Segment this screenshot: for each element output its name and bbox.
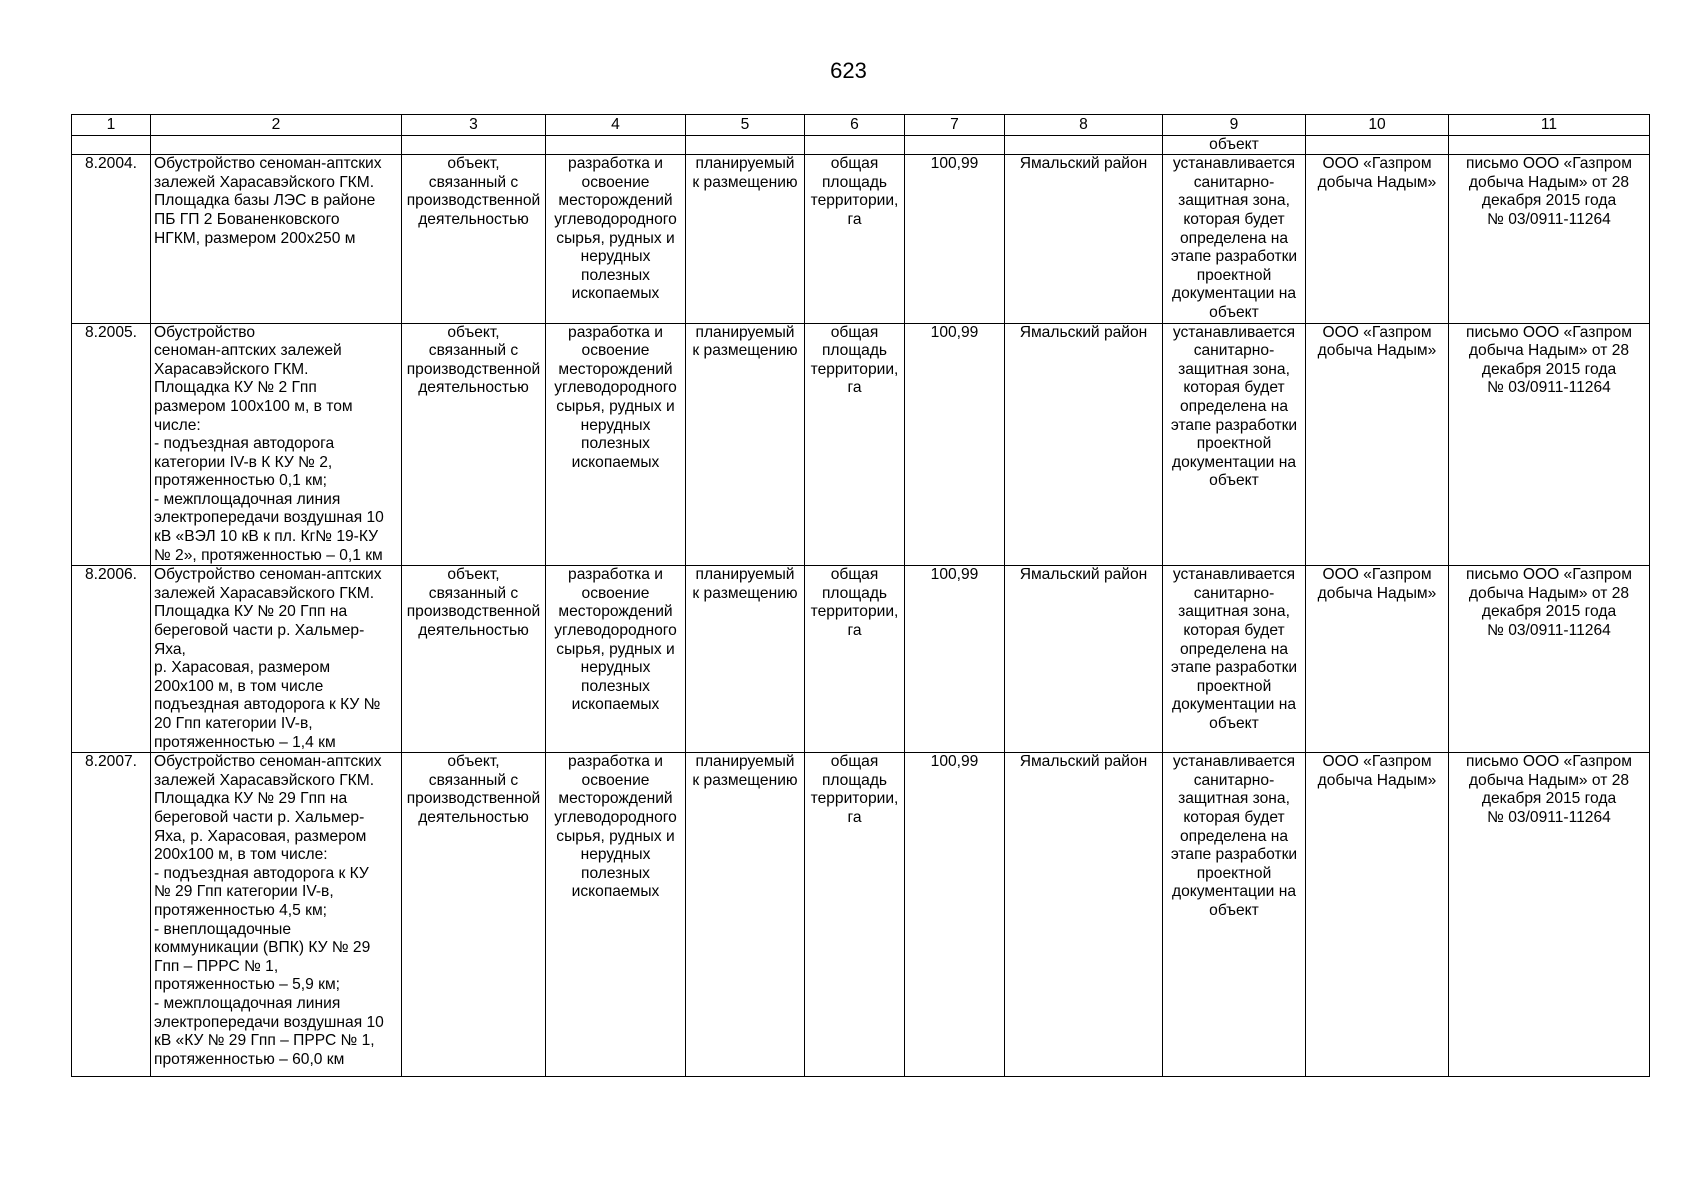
cell-line: объект (1209, 901, 1259, 919)
organization-cell (1306, 753, 1449, 1077)
cell-line: связанный с (428, 771, 519, 789)
cell-line: защитная зона, (1178, 790, 1290, 808)
cell-line: коммуникации (ВПК) КУ № 29 (154, 939, 371, 957)
cell-line: нерудных (580, 659, 651, 677)
column-header: 9 (1163, 115, 1306, 136)
object-type-cell (402, 753, 546, 1077)
cell-line: объект (1209, 472, 1259, 490)
column-header: 2 (151, 115, 402, 136)
purpose-cell (546, 753, 686, 1077)
cell-line: декабря 2015 года (1481, 360, 1617, 378)
cell-line: документации на (1171, 696, 1296, 714)
cell-line: объект, (447, 753, 500, 771)
cell-line: планируемый (695, 753, 795, 771)
cell-line: защитная зона, (1178, 192, 1290, 210)
cell-line: которая будет (1183, 622, 1285, 640)
cell-line: документации на (1171, 453, 1296, 471)
cell-line: га (847, 210, 862, 228)
cell-line: нерудных (580, 416, 651, 434)
cell-line: определена на (1179, 640, 1289, 658)
cell-line: объект (1209, 715, 1259, 732)
cell-line: Гпп – ПРРС № 1, (154, 957, 279, 975)
cell-line: углеводородного (554, 379, 677, 397)
source-cell (1449, 566, 1650, 753)
cell-line: числе: (154, 416, 201, 434)
cell-line: сырья, рудных и (556, 229, 675, 247)
cell-line: НГКМ, размером 200х250 м (154, 229, 356, 247)
table-cell (1005, 135, 1163, 155)
cell-line: га (847, 379, 862, 397)
cell-line: полезных (581, 677, 650, 695)
cell-line: территории, (810, 360, 899, 378)
cell-line: Ямальский район (1019, 753, 1148, 771)
cell-line: углеводородного (554, 622, 677, 640)
cell-line: санитарно- (1193, 173, 1275, 191)
cell-line: Ямальский район (1019, 566, 1148, 584)
cell-line: разработка и (568, 566, 663, 584)
cell-line: Обустройство сеноман-аптских (154, 753, 382, 771)
cell-line: ископаемых (571, 696, 660, 714)
cell-line: месторождений (558, 192, 673, 210)
parameter-cell (805, 753, 905, 1077)
cell-line: кВ «ВЭЛ 10 кВ к пл. Кг№ 19-КУ (154, 528, 379, 546)
cell-line: полезных (581, 266, 650, 284)
cell-line: добыча Надым» (1317, 342, 1437, 360)
object-type-cell (402, 155, 546, 323)
cell-line: письмо ООО «Газпром (1466, 566, 1632, 584)
row-number-cell: 8.2005. (72, 323, 151, 566)
cell-line: территории, (810, 790, 899, 808)
cell-line: которая будет (1183, 379, 1285, 397)
cell-line: 100,99 (930, 566, 979, 584)
row-number-cell: 8.2006. (72, 566, 151, 753)
cell-line: общая (830, 323, 879, 341)
table-row (72, 323, 1650, 566)
cell-line: Площадка КУ № 2 Гпп (154, 379, 317, 397)
column-header: 3 (402, 115, 546, 136)
cell-line: месторождений (558, 603, 673, 621)
cell-line: определена на (1179, 827, 1289, 845)
column-header: 4 (546, 115, 686, 136)
cell-line: - межплощадочная линия (154, 994, 341, 1012)
page-number: 623 (830, 58, 867, 83)
source-cell (1449, 753, 1650, 1077)
cell-line: добыча Надым» (1317, 771, 1437, 789)
cell-line: протяженностью 4,5 км; (154, 901, 328, 919)
cell-line: полезных (581, 864, 650, 882)
cell-line: Площадка КУ № 20 Гпп на (154, 603, 348, 621)
zone-cell (1163, 566, 1306, 753)
register-table (71, 114, 1650, 1077)
cell-line: Площадка КУ № 29 Гпп на (154, 790, 348, 808)
cell-line: углеводородного (554, 210, 677, 228)
purpose-cell (546, 155, 686, 323)
table-body (72, 155, 1650, 1077)
location-cell (1005, 566, 1163, 753)
cell-line: этапе разработки (1170, 248, 1298, 266)
cell-line: разработка и (568, 753, 663, 771)
cell-line: р. Харасовая, размером (154, 659, 331, 677)
cell-line: разработка и (568, 155, 663, 173)
cell-line: проектной (1196, 677, 1272, 695)
cell-line: санитарно- (1193, 342, 1275, 360)
cell-line: добыча Надым» от 28 (1468, 342, 1630, 360)
cell-line: документации на (1171, 883, 1296, 901)
cell-line: № 03/0911-11264 (1487, 808, 1611, 826)
cell-line: ископаемых (571, 285, 660, 303)
table-cell (1449, 135, 1650, 155)
cell-line: защитная зона, (1178, 360, 1290, 378)
cell-line: месторождений (558, 790, 673, 808)
cell-line: протяженностью 0,1 км; (154, 472, 328, 490)
organization-cell (1306, 155, 1449, 323)
object-name-cell (151, 753, 402, 1077)
table-row (72, 753, 1650, 1077)
object-type-cell (402, 566, 546, 753)
cell-line: Обустройство (154, 323, 256, 341)
organization-cell (1306, 566, 1449, 753)
cell-line: сеноман-аптских залежей (154, 342, 342, 360)
status-cell (686, 155, 805, 323)
cell-line: площадь (821, 342, 888, 360)
table-cell (151, 135, 402, 155)
table-cell (1306, 135, 1449, 155)
cell-line: этапе разработки (1170, 659, 1298, 677)
cell-line: 200х100 м, в том числе: (154, 846, 328, 864)
table-row (72, 566, 1650, 753)
cell-line: этапе разработки (1170, 846, 1298, 864)
source-cell (1449, 323, 1650, 566)
column-header: 10 (1306, 115, 1449, 136)
cell-line: протяженностью – 60,0 км (154, 1050, 345, 1068)
cell-line: объект (1209, 303, 1259, 321)
zone-cell (1163, 753, 1306, 1077)
source-cell (1449, 155, 1650, 323)
cell-line: - межплощадочная линия (154, 490, 341, 508)
cell-line: береговой части р. Хальмер- (154, 808, 365, 826)
cell-line: к размещению (692, 342, 798, 360)
cell-line: производственной (406, 790, 541, 808)
cell-line: защитная зона, (1178, 603, 1290, 621)
cell-line: освоение (581, 771, 650, 789)
cell-line: сырья, рудных и (556, 640, 675, 658)
cell-line: которая будет (1183, 808, 1285, 826)
value-cell (905, 155, 1005, 323)
cell-line: Яха, (154, 640, 186, 658)
cell-line: декабря 2015 года (1481, 790, 1617, 808)
cell-line: Обустройство сеноман-аптских (154, 566, 382, 584)
zone-cell (1163, 155, 1306, 323)
cell-line: общая (830, 155, 879, 173)
location-cell (1005, 753, 1163, 1077)
cell-line: добыча Надым» от 28 (1468, 173, 1630, 191)
parameter-cell (805, 323, 905, 566)
cell-line: деятельностью (418, 622, 529, 640)
column-header: 1 (72, 115, 151, 136)
cell-line: береговой части р. Хальмер- (154, 622, 365, 640)
cell-line: кВ «КУ № 29 Гпп – ПРРС № 1, (154, 1032, 375, 1050)
continuation-row (72, 135, 1650, 155)
object-type-cell (402, 323, 546, 566)
cell-line: га (847, 808, 862, 826)
cell-line: Яха, р. Харасовая, размером (154, 827, 367, 845)
cell-line: планируемый (695, 566, 795, 584)
object-name-cell (151, 155, 402, 323)
table-cell (546, 135, 686, 155)
table-cell (905, 135, 1005, 155)
parameter-cell (805, 566, 905, 753)
cell-line: га (847, 622, 862, 640)
status-cell (686, 566, 805, 753)
cell-line: ООО «Газпром (1322, 753, 1432, 771)
cell-line: электропередачи воздушная 10 (154, 509, 384, 527)
status-cell (686, 323, 805, 566)
cell-line: устанавливается (1172, 323, 1296, 341)
cell-line: ПБ ГП 2 Бованенковского (154, 210, 340, 228)
cell-line: ООО «Газпром (1322, 155, 1432, 173)
status-cell (686, 753, 805, 1077)
cell-line: площадь (821, 173, 888, 191)
cell-line: добыча Надым» (1317, 173, 1437, 191)
cell-line: - подъездная автодорога к КУ (154, 864, 369, 882)
zone-cell (1163, 323, 1306, 566)
cell-line: проектной (1196, 864, 1272, 882)
location-cell (1005, 323, 1163, 566)
cell-line: площадь (821, 771, 888, 789)
value-cell (905, 323, 1005, 566)
cell-line: проектной (1196, 435, 1272, 453)
cell-line: протяженностью – 1,4 км (154, 733, 336, 751)
cell-line: письмо ООО «Газпром (1466, 323, 1632, 341)
cell-line: проектной (1196, 266, 1272, 284)
cell-line: планируемый (695, 155, 795, 173)
cell-line: к размещению (692, 173, 798, 191)
cell-line: освоение (581, 173, 650, 191)
cell-line: освоение (581, 584, 650, 602)
cell-line: протяженностью – 5,9 км; (154, 976, 341, 994)
cell-line: - внеплощадочные (154, 920, 292, 938)
cell-line: документации на (1171, 285, 1296, 303)
cell-line: определена на (1179, 229, 1289, 247)
cell-line: ООО «Газпром (1322, 566, 1432, 584)
cell-line: 100,99 (930, 753, 979, 771)
column-header: 11 (1449, 115, 1650, 136)
cell-line: определена на (1179, 397, 1289, 415)
cell-line: декабря 2015 года (1481, 603, 1617, 621)
table-row (72, 155, 1650, 323)
table-cell (686, 135, 805, 155)
cell-line: нерудных (580, 846, 651, 864)
cell-line: электропередачи воздушная 10 (154, 1013, 384, 1031)
value-cell (905, 753, 1005, 1077)
cell-line: № 03/0911-11264 (1487, 210, 1611, 228)
cell-line: № 29 Гпп категории IV-в, (154, 883, 334, 901)
purpose-cell (546, 323, 686, 566)
row-number-cell: 8.2007. (72, 753, 151, 1077)
column-header: 6 (805, 115, 905, 136)
cell-line: № 03/0911-11264 (1487, 379, 1611, 397)
cell-line: категории IV-в К КУ № 2, (154, 453, 333, 471)
cell-line: письмо ООО «Газпром (1466, 155, 1632, 173)
cell-line: № 2», протяженностью – 0,1 км (154, 546, 383, 564)
cell-line: производственной (406, 192, 541, 210)
header-row (72, 115, 1650, 136)
cell-line: производственной (406, 360, 541, 378)
cell-line: планируемый (695, 323, 795, 341)
table-cell (805, 135, 905, 155)
cell-line: 100,99 (930, 155, 979, 173)
cell-line: Ямальский район (1019, 155, 1148, 173)
purpose-cell (546, 566, 686, 753)
cell-line: залежей Харасавэйского ГКМ. (154, 584, 375, 602)
parameter-cell (805, 155, 905, 323)
cell-line: освоение (581, 342, 650, 360)
cell-line: 200х100 м, в том числе (154, 677, 324, 695)
cell-line: - подъездная автодорога (154, 435, 335, 453)
cell-line: связанный с (428, 342, 519, 360)
cell-line: добыча Надым» от 28 (1468, 771, 1630, 789)
object-name-cell (151, 566, 402, 753)
cell-line: к размещению (692, 771, 798, 789)
cell-line: этапе разработки (1170, 416, 1298, 434)
cell-line: залежей Харасавэйского ГКМ. (154, 771, 375, 789)
cell-line: устанавливается (1172, 753, 1296, 771)
table-cell (402, 135, 546, 155)
cell-line: ископаемых (571, 453, 660, 471)
cell-line: декабря 2015 года (1481, 192, 1617, 210)
cell-line: разработка и (568, 323, 663, 341)
cell-line: размером 100х100 м, в том (154, 397, 353, 415)
object-name-cell (151, 323, 402, 566)
cell-line: связанный с (428, 584, 519, 602)
cell-line: устанавливается (1172, 155, 1296, 173)
cell-line: которая будет (1183, 210, 1285, 228)
row-number-cell: 8.2004. (72, 155, 151, 323)
cell-line: месторождений (558, 360, 673, 378)
cell-line: санитарно- (1193, 584, 1275, 602)
cell-line: к размещению (692, 584, 798, 602)
cell-line: объект, (447, 323, 500, 341)
cell-line: связанный с (428, 173, 519, 191)
cell-line: деятельностью (418, 379, 529, 397)
cell-line: Обустройство сеноман-аптских (154, 155, 382, 173)
value-cell (905, 566, 1005, 753)
cell-line: залежей Харасавэйского ГКМ. (154, 173, 375, 191)
cell-line: 20 Гпп категории IV-в, (154, 715, 313, 732)
cell-line: нерудных (580, 248, 651, 266)
cell-line: № 03/0911-11264 (1487, 622, 1611, 640)
cell-line: объект, (447, 155, 500, 173)
cell-line: письмо ООО «Газпром (1466, 753, 1632, 771)
cell-line: подъездная автодорога к КУ № (154, 696, 381, 714)
cell-line: санитарно- (1193, 771, 1275, 789)
cell-line: углеводородного (554, 808, 677, 826)
cell-line: площадь (821, 584, 888, 602)
cell-line: деятельностью (418, 210, 529, 228)
cell-line: 100,99 (930, 323, 979, 341)
column-header: 5 (686, 115, 805, 136)
cell-line: территории, (810, 603, 899, 621)
cell-line: производственной (406, 603, 541, 621)
organization-cell (1306, 323, 1449, 566)
cell-line: сырья, рудных и (556, 827, 675, 845)
cell-line: объект, (447, 566, 500, 584)
cell-line: Харасавэйского ГКМ. (154, 360, 309, 378)
cell-line: общая (830, 753, 879, 771)
cell-line: устанавливается (1172, 566, 1296, 584)
cell-line: общая (830, 566, 879, 584)
cell-line: Площадка базы ЛЭС в районе (154, 192, 376, 210)
cell-line: территории, (810, 192, 899, 210)
cell-line: сырья, рудных и (556, 397, 675, 415)
cell-line: полезных (581, 435, 650, 453)
location-cell (1005, 155, 1163, 323)
cell-line: ООО «Газпром (1322, 323, 1432, 341)
cell-line: добыча Надым» от 28 (1468, 584, 1630, 602)
column-header: 8 (1005, 115, 1163, 136)
table-cell (72, 135, 151, 155)
cell-line: добыча Надым» (1317, 584, 1437, 602)
cell-line: Ямальский район (1019, 323, 1148, 341)
cell-line: деятельностью (418, 808, 529, 826)
continuation-zone-cell: объект (1163, 135, 1306, 155)
cell-line: ископаемых (571, 883, 660, 901)
column-header: 7 (905, 115, 1005, 136)
